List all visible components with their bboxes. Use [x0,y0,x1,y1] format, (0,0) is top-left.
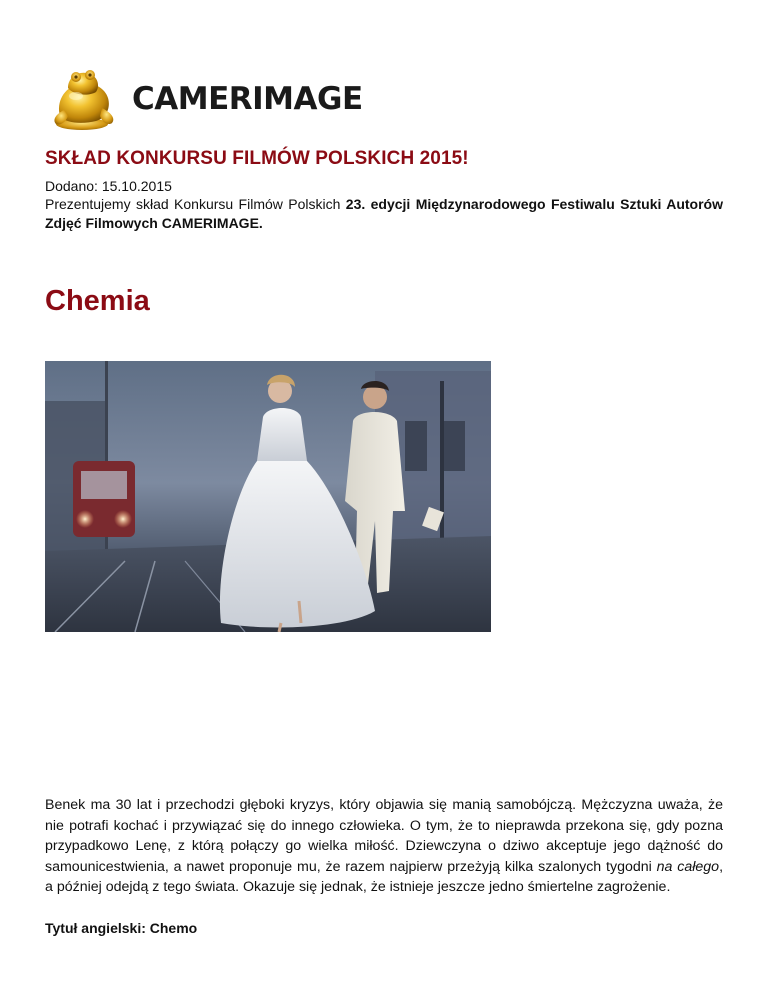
article-headline: SKŁAD KONKURSU FILMÓW POLSKICH 2015! [45,148,469,169]
synopsis-italic: na całego [656,858,720,875]
synopsis-text-1: Benek ma 30 lat i przechodzi głęboki kryzys, który objawia się manią samobójczą. Mężczyzna uważa, że nie potrafi kochać i przywiązać się do innego człowieka. O tym, że to nieprawda przekona się, gdy pozna przypadkowo Lenę, z którą połączy go wielka miłość. Dziewczyna o dziwo akceptuje jego dążność do samounicestwienia, a nawet proponuje mu, że razem najpierw przeżyją kilka szalonych tygodni [45,797,723,875]
article-intro [45,195,723,233]
golden-frog-icon [46,66,120,132]
synopsis-text-2: , a później odejdą z tego świata. Okazuje się jednak, że istnieje jeszcze jedno śmiertelne zagrożenie. [45,858,724,895]
camerimage-logo[interactable] [46,64,363,134]
film-synopsis [45,795,723,898]
date-value: 15.10.2015 [101,178,172,194]
intro-festival-name: 23. edycji Międzynarodowego Festiwalu Sztuki Autorów Zdjęć Filmowych CAMERIMAGE. [45,196,723,231]
publish-date [45,178,172,194]
english-title: Tytuł angielski: Chemo [45,920,198,936]
intro-text: Prezentujemy skład Konkursu Filmów Polskich [45,196,346,212]
film-title: Chemia [45,285,150,317]
film-still-photo [45,361,491,632]
date-label: Dodano: [45,178,98,194]
logo-wordmark: CAMERIMAGE [132,81,363,117]
